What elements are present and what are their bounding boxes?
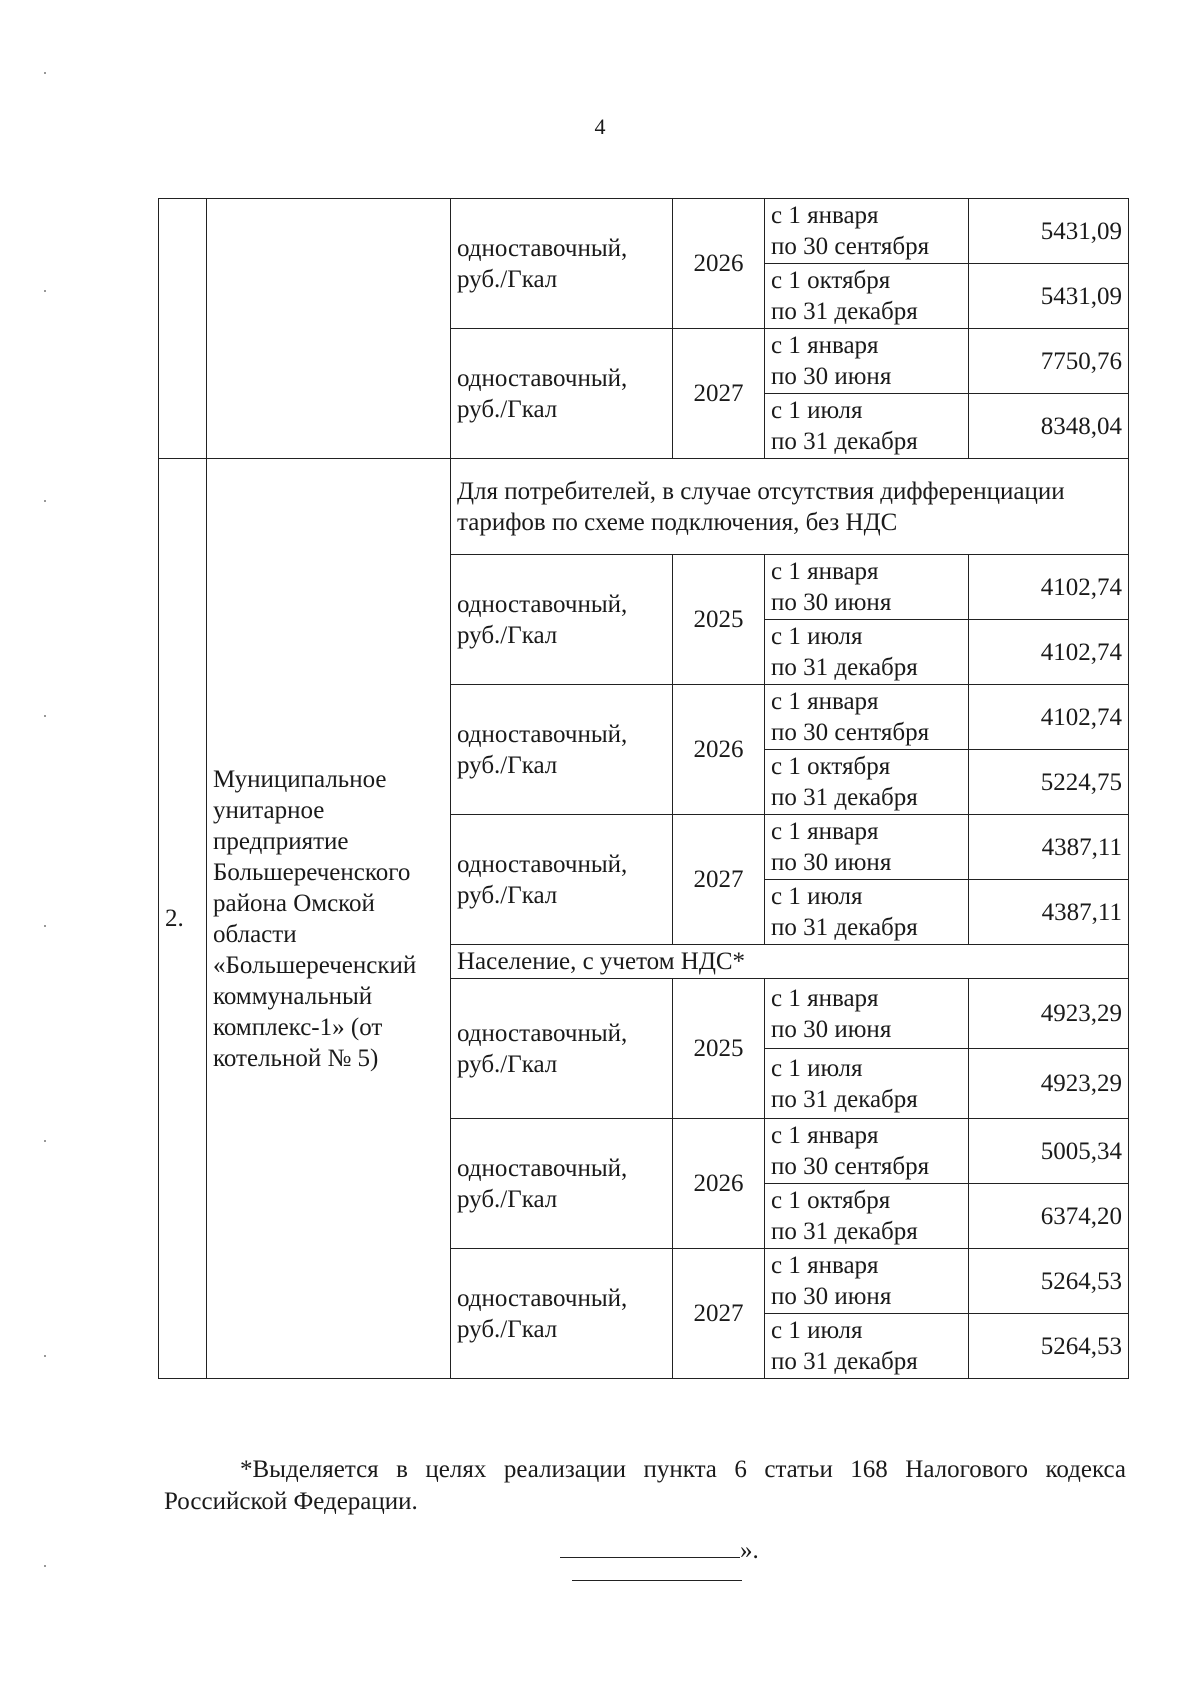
period-cell [765, 1314, 969, 1379]
year-cell [673, 199, 765, 329]
period-to: по 31 декабря [771, 914, 918, 941]
tariff-value-cell-text: 7750,76 [1040, 347, 1122, 375]
scan-speck [44, 72, 46, 74]
tariff-type-cell-text: одноставочный, руб./Гкал [457, 1019, 628, 1078]
organization-cell-text: Муниципальное унитарное предприятие Большереченского района Омской области «Большереченский коммунальный комплекс-1» (от котельной № 5) [213, 765, 417, 1072]
tariff-value-cell [969, 199, 1129, 264]
row-number-cell [159, 199, 207, 459]
scan-speck [44, 925, 46, 927]
year-cell-text: 2027 [693, 1300, 744, 1327]
page-number: 4 [594, 114, 606, 139]
period-from: с 1 января [771, 332, 879, 359]
period-cell [765, 880, 969, 945]
year-cell-text: 2026 [693, 736, 744, 763]
year-cell-text: 2025 [693, 606, 744, 633]
scan-speck [44, 500, 46, 502]
tariff-value-cell-text: 6374,20 [1040, 1202, 1122, 1230]
signature-underline [560, 1535, 740, 1558]
period-cell [765, 329, 969, 394]
period-to: по 31 декабря [771, 654, 918, 681]
year-cell-text: 2026 [693, 1170, 744, 1197]
row-number-cell-text: 2. [165, 905, 184, 932]
tariff-value-cell-text: 5005,34 [1040, 1137, 1122, 1165]
closing-mark-line [560, 1535, 759, 1566]
tariff-type-cell [451, 1119, 673, 1249]
period-cell [765, 979, 969, 1049]
scan-speck [44, 715, 46, 717]
tariff-value-cell [969, 1249, 1129, 1314]
period-from: с 1 января [771, 1252, 879, 1279]
tariff-value-cell [969, 1314, 1129, 1379]
period-to: по 30 июня [771, 1015, 892, 1043]
year-cell-text: 2027 [693, 380, 744, 407]
period-cell [765, 394, 969, 459]
tariff-value-cell-text: 4387,11 [1041, 833, 1122, 861]
tariff-value-cell [969, 1184, 1129, 1249]
year-cell [673, 685, 765, 815]
tariff-value-cell-text: 4387,11 [1041, 898, 1122, 926]
tariff-value-cell-text: 8348,04 [1040, 412, 1122, 440]
period-to: по 30 июня [771, 589, 892, 616]
tariff-type-cell-text: одноставочный, руб./Гкал [457, 720, 628, 779]
period-from: с 1 января [771, 1122, 879, 1149]
year-cell [673, 329, 765, 459]
footnote: *Выделяется в целях реализации пункта 6 статьи 168 Налогового кодекса Российской Федерации. [164, 1456, 1126, 1515]
closing-quote: ». [740, 1537, 759, 1564]
year-cell [673, 1119, 765, 1249]
year-cell [673, 815, 765, 945]
tariff-type-cell [451, 685, 673, 815]
scan-speck [44, 1140, 46, 1142]
tariff-type-cell [451, 199, 673, 329]
table-row [159, 199, 1129, 264]
tariff-type-cell-text: одноставочный, руб./Гкал [457, 234, 628, 293]
tariff-type-cell [451, 1249, 673, 1379]
section-heading-cell-text: Для потребителей, в случае отсутствия дифференциации тарифов по схеме подключения, без НДС [457, 477, 1065, 536]
tariff-type-cell-text: одноставочный, руб./Гкал [457, 590, 628, 649]
period-to: по 31 декабря [771, 784, 918, 811]
period-from: с 1 октября [771, 267, 891, 294]
tariff-type-cell-text: одноставочный, руб./Гкал [457, 850, 628, 909]
period-from: с 1 июля [771, 623, 863, 650]
period-from: с 1 июля [771, 397, 863, 424]
scan-speck [44, 1565, 46, 1567]
tariff-type-cell [451, 979, 673, 1119]
period-from: с 1 января [771, 202, 879, 229]
tariff-value-cell [969, 264, 1129, 329]
tariff-value-cell [969, 750, 1129, 815]
tariff-value-cell [969, 880, 1129, 945]
period-to: по 30 июня [771, 363, 892, 390]
tariff-value-cell-text: 4923,29 [1040, 1000, 1122, 1027]
tariff-value-cell [969, 394, 1129, 459]
period-to: по 30 сентября [771, 719, 930, 746]
period-to: по 30 июня [771, 1283, 892, 1310]
tariff-value-cell [969, 1119, 1129, 1184]
year-cell [673, 1249, 765, 1379]
period-from: с 1 октября [771, 1187, 891, 1214]
tariff-value-cell-text: 5264,53 [1040, 1332, 1122, 1360]
period-to: по 31 декабря [771, 1348, 918, 1375]
scan-speck [44, 1355, 46, 1357]
year-cell [673, 979, 765, 1119]
period-to: по 30 июня [771, 849, 892, 876]
section-heading-cell-text: Население, с учетом НДС* [457, 948, 746, 975]
tariff-value-cell-text: 4923,29 [1040, 1070, 1122, 1097]
year-cell [673, 555, 765, 685]
tariff-value-cell [969, 329, 1129, 394]
period-cell [765, 1184, 969, 1249]
tariff-value-cell-text: 4102,74 [1040, 638, 1122, 666]
tariff-value-cell [969, 1049, 1129, 1119]
period-from: с 1 октября [771, 753, 891, 780]
tariff-type-cell-text: одноставочный, руб./Гкал [457, 364, 628, 423]
tariff-value-cell [969, 979, 1129, 1049]
tariff-value-cell [969, 555, 1129, 620]
period-to: по 30 сентября [771, 233, 930, 260]
period-cell [765, 555, 969, 620]
row-number-cell [159, 459, 207, 1379]
year-cell-text: 2026 [693, 250, 744, 277]
tariff-value-cell-text: 5264,53 [1040, 1267, 1122, 1295]
period-to: по 31 декабря [771, 428, 918, 455]
tariff-type-cell [451, 555, 673, 685]
period-cell [765, 1249, 969, 1314]
tariff-value-cell [969, 620, 1129, 685]
period-cell [765, 199, 969, 264]
tariff-value-cell-text: 5431,09 [1040, 282, 1122, 310]
tariff-value-cell-text: 5431,09 [1040, 217, 1122, 245]
period-from: с 1 января [771, 984, 879, 1012]
tariff-value-cell-text: 4102,74 [1040, 703, 1122, 731]
tariff-table-body [159, 199, 1129, 1379]
tariff-type-cell-text: одноставочный, руб./Гкал [457, 1154, 628, 1213]
period-from: с 1 января [771, 558, 879, 585]
organization-cell [207, 199, 451, 459]
tariff-value-cell-text: 4102,74 [1040, 573, 1122, 601]
scan-speck [44, 290, 46, 292]
section-heading-row [159, 459, 1129, 555]
period-cell [765, 685, 969, 750]
tariff-type-cell [451, 815, 673, 945]
tariff-table [158, 198, 1129, 1379]
organization-cell [207, 459, 451, 1379]
year-cell-text: 2027 [693, 866, 744, 893]
tariff-type-cell-text: одноставочный, руб./Гкал [457, 1284, 628, 1343]
period-cell [765, 815, 969, 880]
tariff-value-cell [969, 815, 1129, 880]
period-to: по 31 декабря [771, 298, 918, 325]
period-cell [765, 620, 969, 685]
period-cell [765, 1119, 969, 1184]
period-cell [765, 264, 969, 329]
tariff-type-cell [451, 329, 673, 459]
period-cell [765, 1049, 969, 1119]
end-rule [572, 1580, 742, 1581]
tariff-value-cell-text: 5224,75 [1040, 768, 1122, 796]
period-to: по 30 сентября [771, 1153, 930, 1180]
period-from: с 1 июля [771, 883, 863, 910]
section-heading-cell [451, 945, 1129, 979]
tariff-value-cell [969, 685, 1129, 750]
period-from: с 1 января [771, 818, 879, 845]
year-cell-text: 2025 [693, 1035, 744, 1062]
period-from: с 1 января [771, 688, 879, 715]
period-from: с 1 июля [771, 1054, 863, 1082]
section-heading-cell [451, 459, 1129, 555]
period-cell [765, 750, 969, 815]
period-to: по 31 декабря [771, 1218, 918, 1245]
period-from: с 1 июля [771, 1317, 863, 1344]
period-to: по 31 декабря [771, 1085, 918, 1113]
